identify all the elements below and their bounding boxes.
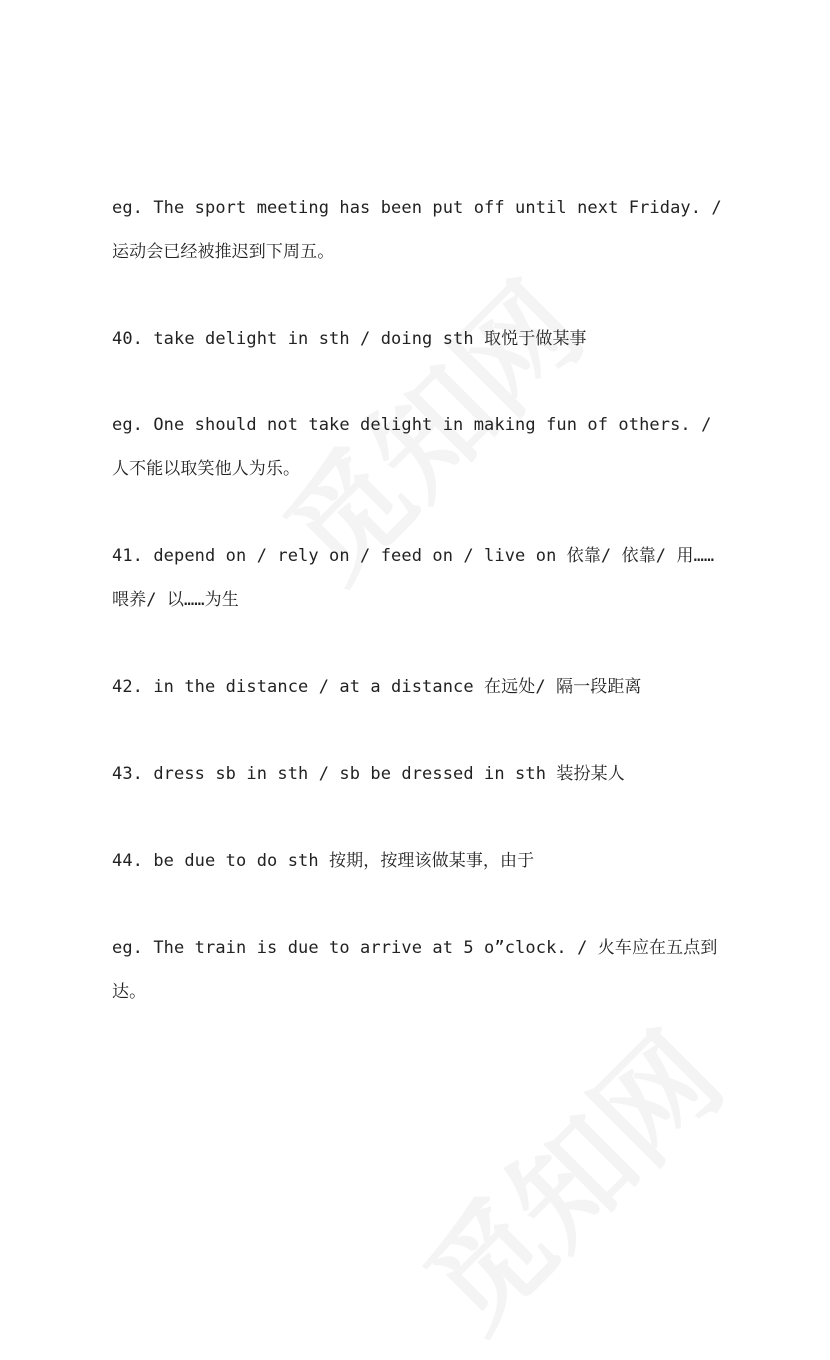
example-sentence: eg. The train is due to arrive at 5 o”clock. / 火车应在五点到达。 [112, 938, 718, 1002]
phrase-entry-44: 44. be due to do sth 按期，按理该做某事，由于 [112, 851, 535, 871]
phrase-entry-41: 41. depend on / rely on / feed on / live on 依靠/ 依靠/ 用……喂养/ 以……为生 [112, 546, 715, 610]
example-sentence: eg. The sport meeting has been put off until next Friday. / 运动会已经被推迟到下周五。 [112, 198, 722, 262]
example-sentence: eg. One should not take delight in making fun of others. / 人不能以取笑他人为乐。 [112, 415, 712, 479]
phrase-entry-40: 40. take delight in sth / doing sth 取悦于做某事 [112, 329, 587, 349]
watermark [382, 990, 753, 1360]
phrase-entry-43: 43. dress sb in sth / sb be dressed in sth 装扮某人 [112, 764, 625, 784]
phrase-entry-42: 42. in the distance / at a distance 在远处/ 隔一段距离 [112, 677, 642, 697]
